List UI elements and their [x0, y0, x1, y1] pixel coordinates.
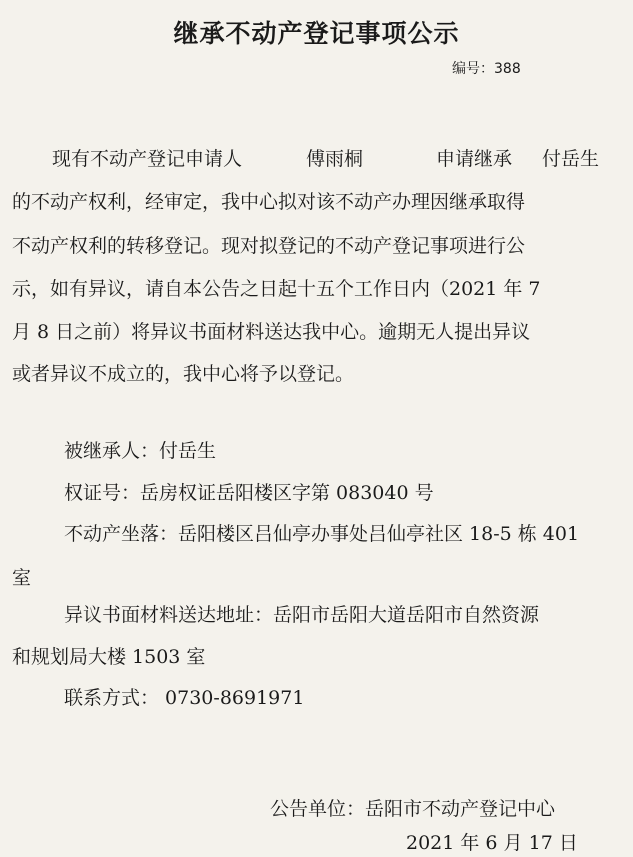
body-line-3: 不动产权利的转移登记。现对拟登记的不动产登记事项进行公 [12, 235, 526, 257]
property-location-line: 不动产坐落：岳阳楼区吕仙亭办事处吕仙亭社区 18-5 栋 401 [64, 523, 580, 545]
objection-address-continued: 和规划局大楼 1503 室 [12, 646, 206, 668]
body-line-5: 月 8 日之前）将异议书面材料送达我中心。逾期无人提出异议 [12, 321, 531, 343]
contact-line: 联系方式： 0730-8691971 [64, 687, 305, 709]
applicant-label: 现有不动产登记申请人 [52, 148, 243, 170]
body-line-4: 示，如有异议，请自本公告之日起十五个工作日内（2021 年 7 [12, 278, 541, 300]
decedent-name-inline: 付岳生 [542, 148, 600, 170]
issue-date: 2021 年 6 月 17 日 [406, 832, 578, 854]
application-action: 申请继承 [436, 148, 513, 170]
issuer-line: 公告单位：岳阳市不动产登记中心 [270, 798, 556, 820]
body-line-6: 或者异议不成立的，我中心将予以登记。 [12, 363, 355, 385]
applicant-name: 傅雨桐 [306, 148, 364, 170]
property-location-continued: 室 [12, 567, 32, 589]
certificate-line: 权证号：岳房权证岳阳楼区字第 083040 号 [64, 482, 434, 504]
objection-address-line: 异议书面材料送达地址：岳阳市岳阳大道岳阳市自然资源 [64, 604, 540, 626]
decedent-line: 被继承人：付岳生 [64, 440, 217, 462]
document-number: 编号：388 [452, 61, 521, 77]
body-line-2: 的不动产权利，经审定，我中心拟对该不动产办理因继承取得 [12, 191, 526, 213]
notice-title: 继承不动产登记事项公示 [173, 19, 460, 48]
